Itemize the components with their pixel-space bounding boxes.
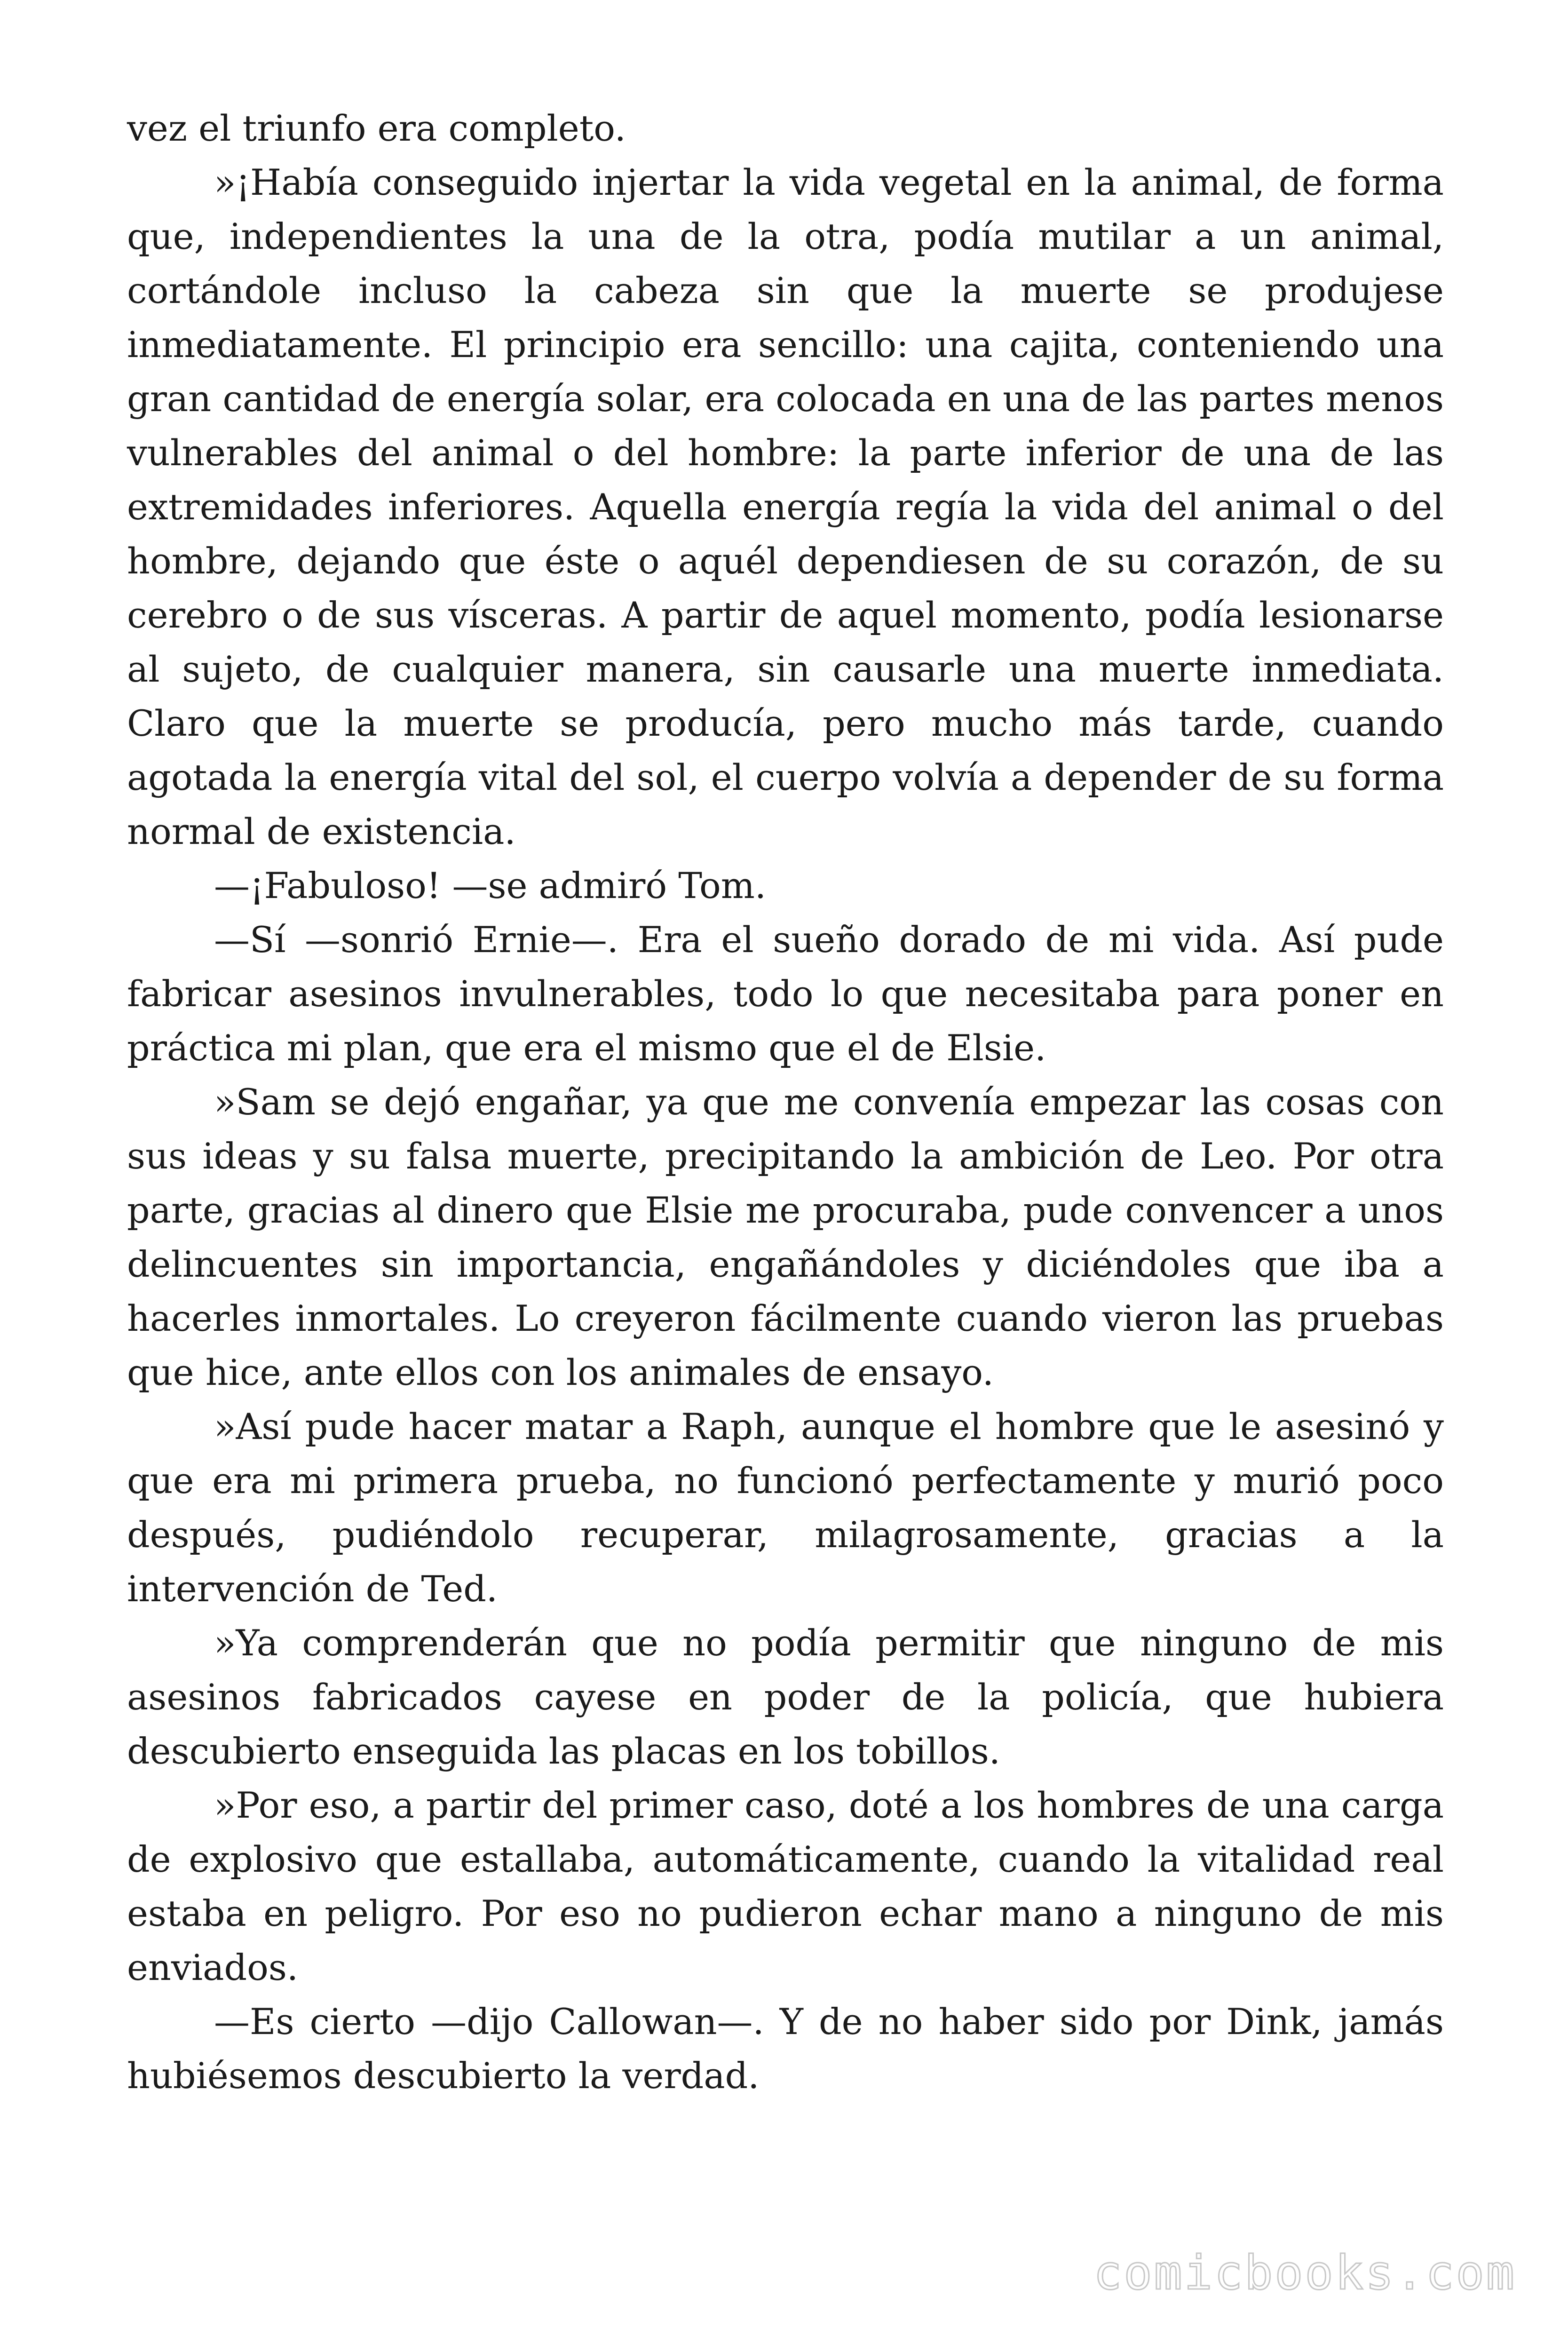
- paragraph: »Ya comprenderán que no podía permitir que ninguno de mis asesinos fabricados cayese en poder de la policía, que hubiera descubierto enseguida las placas en los tobillos.: [127, 1622, 1444, 1772]
- paragraph: —Es cierto —dijo Callowan—. Y de no haber sido por Dink, jamás hubiésemos descubierto la verdad.: [127, 2001, 1444, 2097]
- watermark: comicbooks.com: [1093, 2245, 1516, 2300]
- page-body: [127, 101, 1444, 2103]
- paragraph: »Sam se dejó engañar, ya que me convenía empezar las cosas con sus ideas y su falsa muerte, precipitando la ambición de Leo. Por otra parte, gracias al dinero que Elsie me procuraba, pude convencer a unos delincuentes sin importancia, engañándoles y diciéndoles que iba a hacerles inmortales. Lo creyeron fácilmente cuando vieron las pruebas que hice, ante ellos con los animales de ensayo.: [127, 1081, 1444, 1393]
- paragraph: —¡Fabuloso! —se admiró Tom.: [214, 865, 767, 906]
- paragraph: —Sí —sonrió Ernie—. Era el sueño dorado de mi vida. Así pude fabricar asesinos invulnerables, todo lo que necesitaba para poner en práctica mi plan, que era el mismo que el de Elsie.: [127, 919, 1444, 1069]
- paragraph-continuation: vez el triunfo era completo.: [127, 107, 626, 149]
- paragraph: »¡Había conseguido injertar la vida vegetal en la animal, de forma que, independientes la una de la otra, podía mutilar a un animal, cortándole incluso la cabeza sin que la muerte se produjese inmediatamente. El principio era sencillo: una cajita, conteniendo una gran cantidad de energía solar, era colocada en una de las partes menos vulnerables del animal o del hombre: la parte inferior de una de las extremidades inferiores. Aquella energía regía la vida del animal o del hombre, dejando que éste o aquél dependiesen de su corazón, de su cerebro o de sus vísceras. A partir de aquel momento, podía lesionarse al sujeto, de cualquier manera, sin causarle una muerte inmediata. Claro que la muerte se producía, pero mucho más tarde, cuando agotada la energía vital del sol, el cuerpo volvía a depender de su forma normal de existencia.: [127, 161, 1444, 852]
- paragraph: »Por eso, a partir del primer caso, doté a los hombres de una carga de explosivo que estallaba, automáticamente, cuando la vitalidad real estaba en peligro. Por eso no pudieron echar mano a ninguno de mis enviados.: [127, 1784, 1444, 1988]
- paragraph: »Así pude hacer matar a Raph, aunque el hombre que le asesinó y que era mi primera prueba, no funcionó perfectamente y murió poco después, pudiéndolo recuperar, milagrosamente, gracias a la intervención de Ted.: [127, 1406, 1444, 1610]
